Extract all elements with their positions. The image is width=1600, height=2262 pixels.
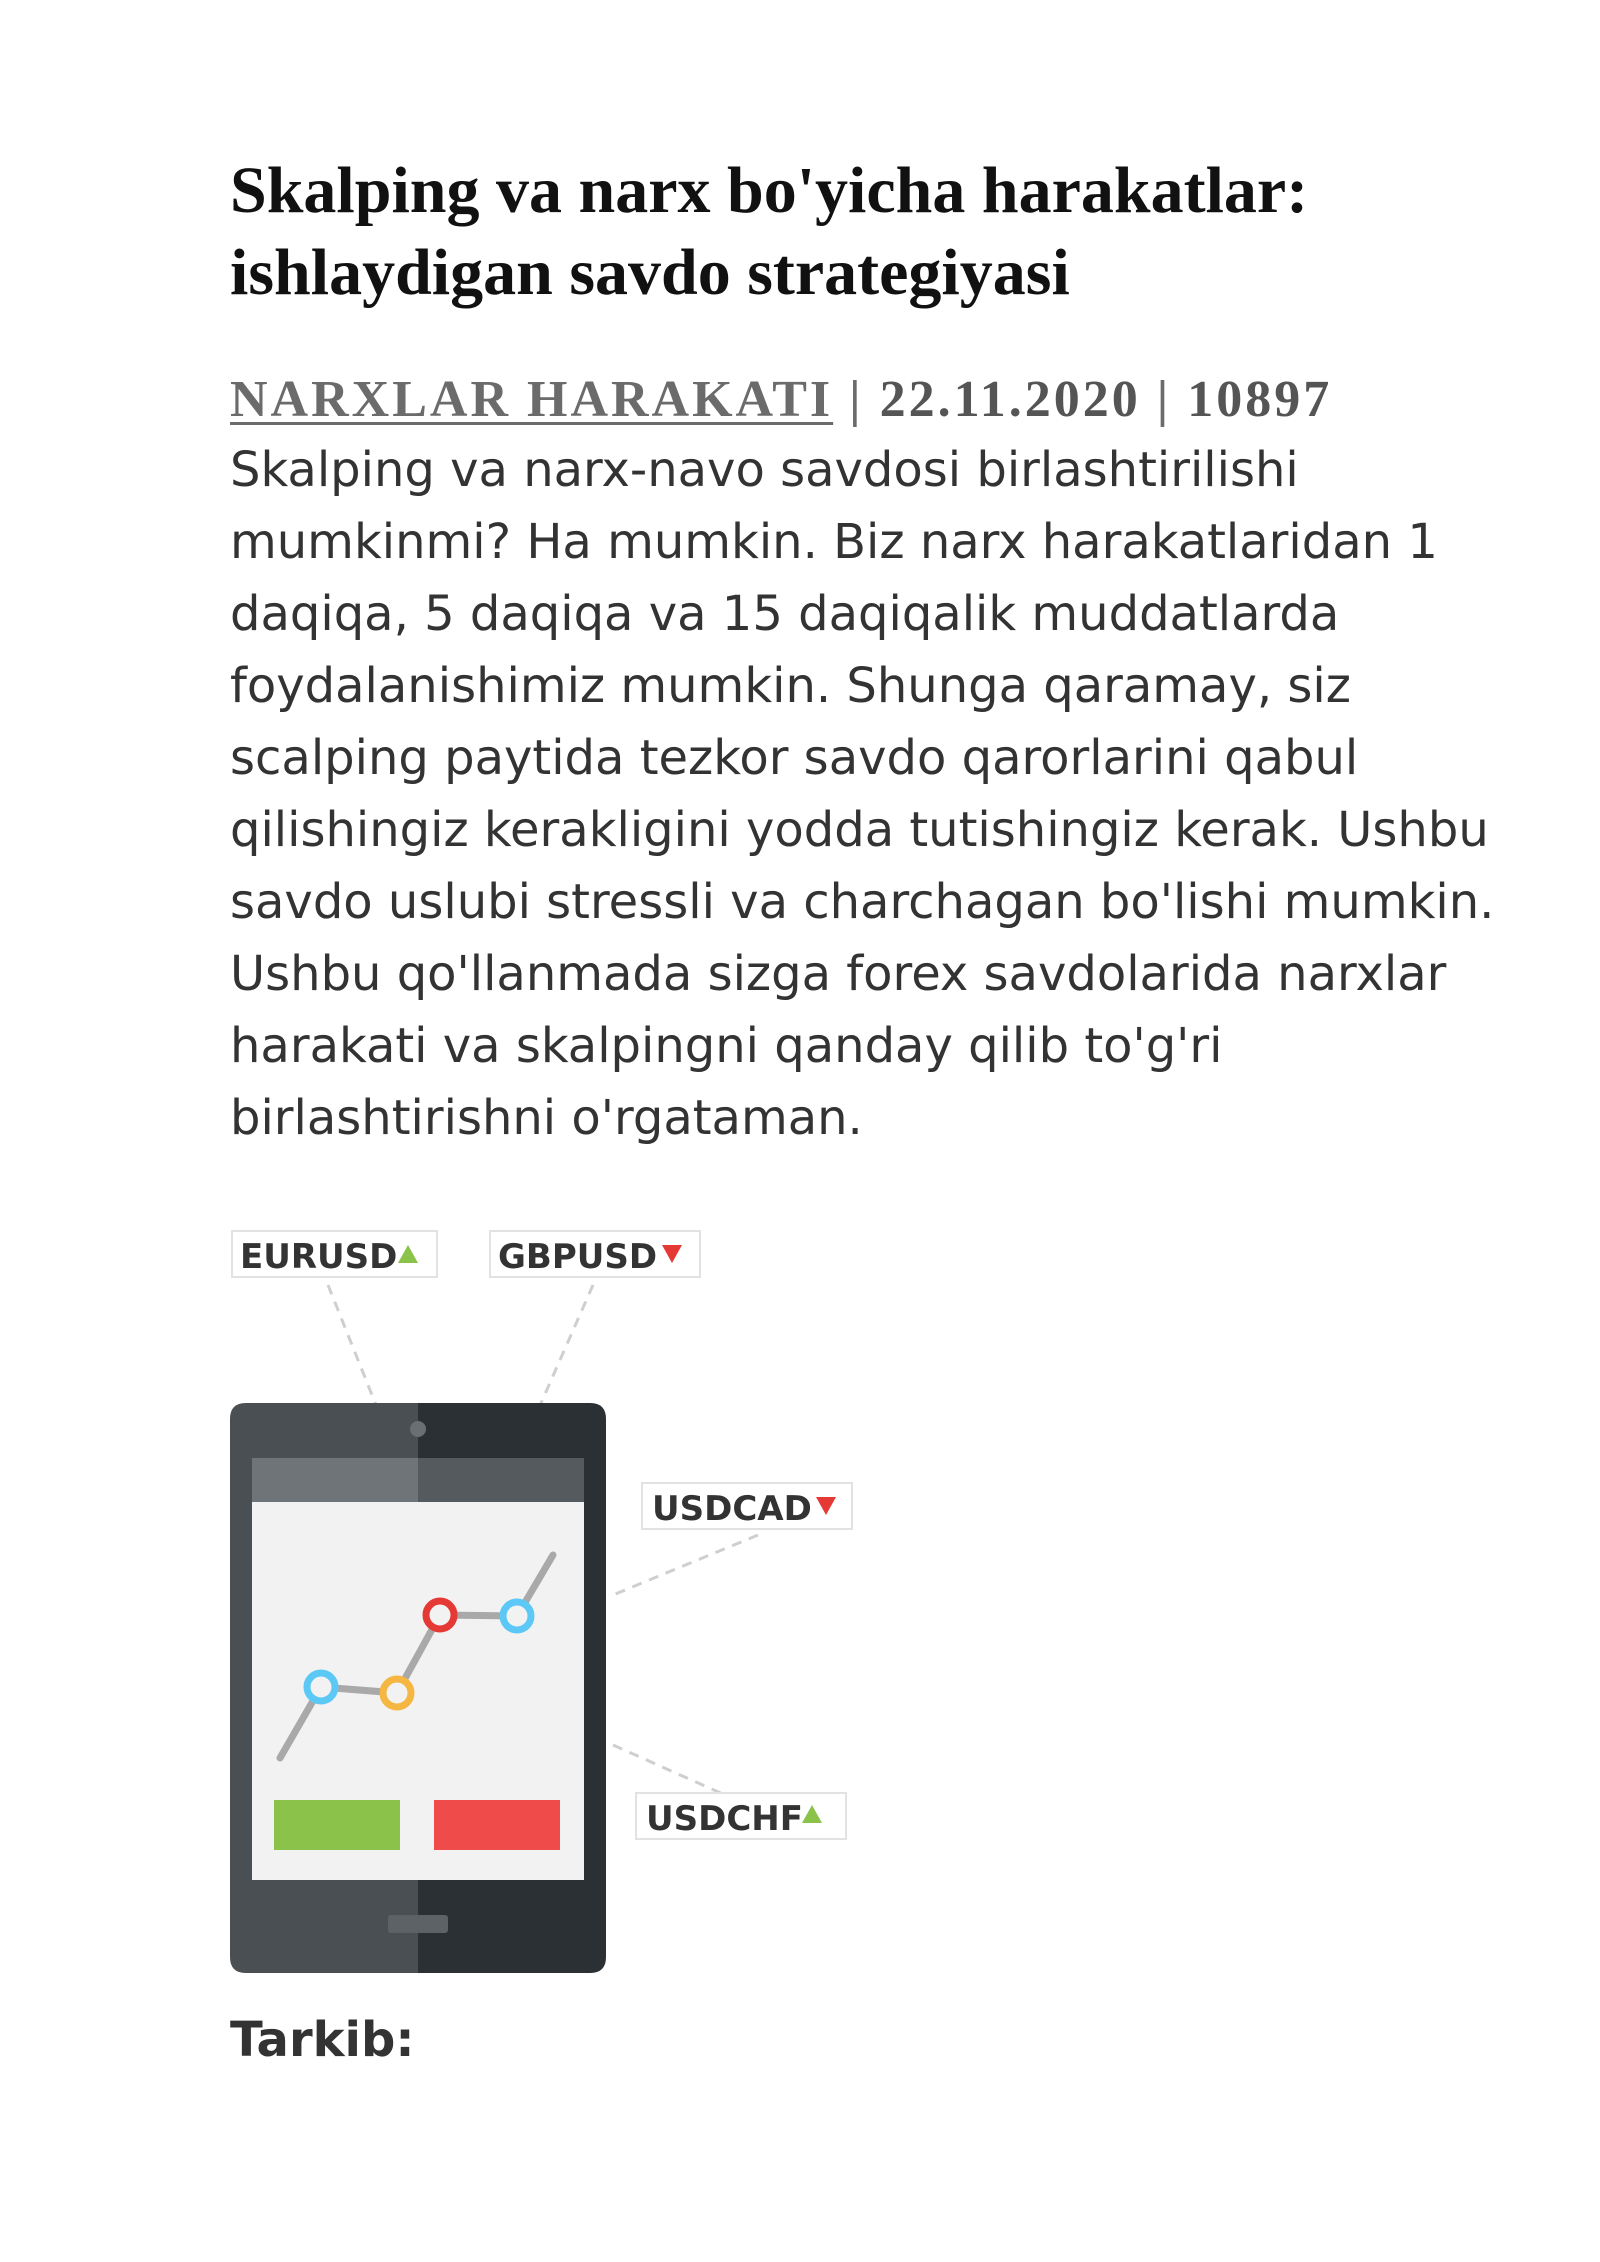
pair-label-usdchf — [636, 1793, 846, 1839]
tablet-illustration-svg — [228, 1225, 868, 1985]
pair-label-eurusd — [232, 1231, 437, 1277]
pair-name: EURUSD — [240, 1237, 398, 1277]
tablet-device — [230, 1403, 606, 1973]
toc-heading: Tarkib: — [230, 2012, 415, 2068]
pair-name: GBPUSD — [498, 1237, 658, 1277]
meta-separator: | — [833, 371, 880, 428]
article-title: Skalping va narx bo'yicha harakatlar: ishlaydigan savdo strategiyasi — [230, 154, 1309, 309]
sell-button — [434, 1800, 560, 1850]
price-point — [503, 1602, 531, 1630]
price-point — [383, 1679, 411, 1707]
article-intro: Skalping va narx-navo savdosi birlashtirilishi mumkinmi? Ha mumkin. Biz narx harakatlaridan 1 daqiqa, 5 daqiqa va 15 daqiqalik muddatlarda foydalanishimiz mumkin. Shunga qaramay, siz scalping paytida tezkor savdo qarorlarini qabul qilishingiz kerakligini yodda tutishingiz kerak. Ushbu savdo uslubi stressli va charchagan bo'lishi mumkin. Ushbu qo'llanmada sizga forex savdolarida narxlar harakati va skalpingni qanday qilib to'g'ri birlashtirishni o'rgataman. — [230, 442, 1495, 1146]
screen-header-left — [252, 1458, 418, 1502]
buy-button — [274, 1800, 400, 1850]
connector-line — [538, 1285, 593, 1410]
category-link[interactable]: NARXLAR HARAKATI — [230, 371, 834, 428]
pair-label-gbpusd — [490, 1231, 700, 1277]
pair-name: USDCHF — [646, 1799, 803, 1839]
price-point — [307, 1673, 335, 1701]
pair-name: USDCAD — [652, 1489, 812, 1529]
article-date: 22.11.2020 — [879, 371, 1141, 428]
tablet-illustration — [228, 1225, 868, 1985]
screen-header-right — [418, 1458, 584, 1502]
connector-line — [613, 1535, 758, 1595]
article-meta — [230, 370, 1530, 430]
view-count: 10897 — [1187, 371, 1333, 428]
connector-line — [328, 1285, 378, 1410]
home-button-icon — [388, 1915, 448, 1933]
pair-label-usdcad — [642, 1483, 852, 1529]
price-point — [426, 1601, 454, 1629]
article — [230, 150, 1530, 1154]
meta-separator: | — [1140, 371, 1188, 428]
camera-icon — [410, 1421, 426, 1437]
